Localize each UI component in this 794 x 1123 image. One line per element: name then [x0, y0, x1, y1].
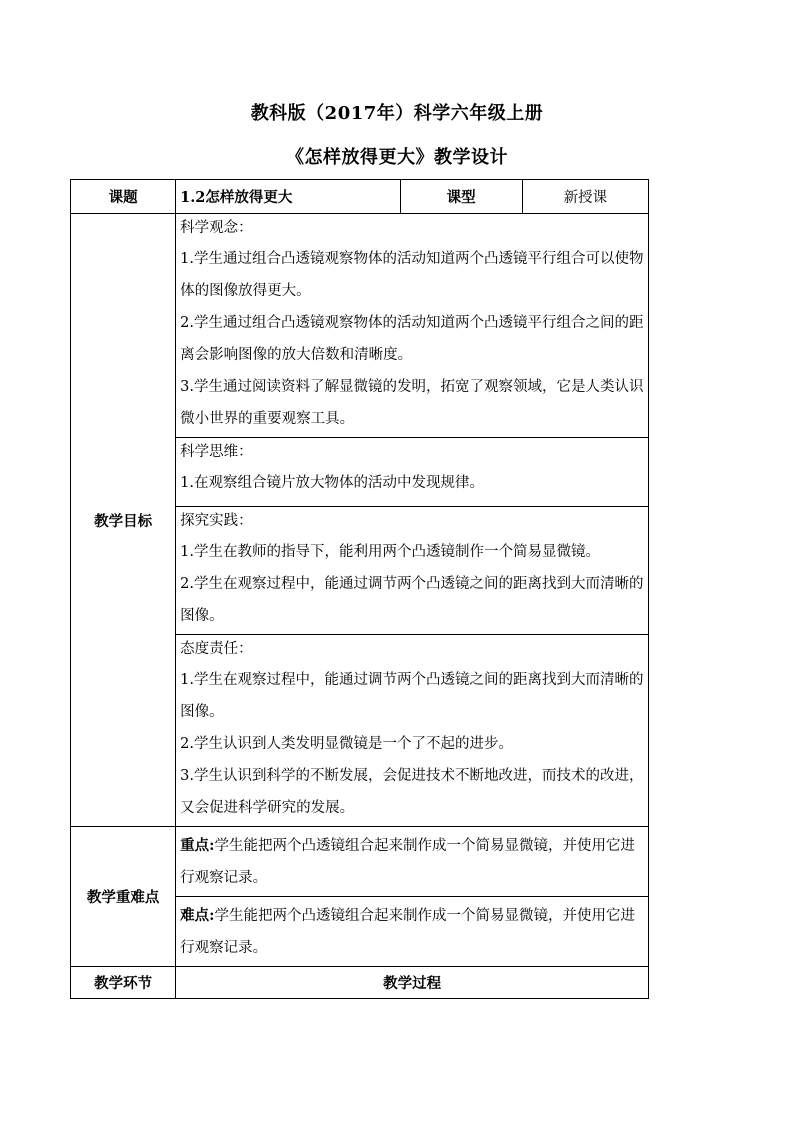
- objective-item: 1.在观察组合镜片放大物体的活动中发现规律。: [180, 475, 485, 491]
- table-row-objectives: [71, 214, 649, 438]
- objectives-section-practice: [176, 507, 649, 635]
- objective-item: 1.学生在教师的指导下，能利用两个凸透镜制作一个简易显微镜。: [180, 544, 601, 560]
- objective-item: 3.学生通过阅读资料了解显微镜的发明，拓宽了观察领域，它是人类认识微小世界的重要观察工具。: [180, 379, 644, 427]
- objective-item: 2.学生在观察过程中，能通过调节两个凸透镜之间的距离找到大而清晰的图像。: [180, 576, 644, 624]
- table-row-key-points: [71, 827, 649, 897]
- objectives-section-concepts: [176, 214, 649, 438]
- document-title: 教科版（2017年）科学六年级上册: [250, 103, 544, 124]
- table-row-footer: [71, 967, 649, 999]
- topic-value: 1.2怎样放得更大: [176, 180, 400, 214]
- teaching-process-label: 教学过程: [176, 967, 649, 999]
- lesson-type-label: 课型: [400, 180, 522, 214]
- focus-label: 重点:: [180, 837, 215, 854]
- objective-item: 2.学生通过组合凸透镜观察物体的活动知道两个凸透镜平行组合之间的距离会影响图像的放大倍数和清晰度。: [180, 315, 644, 363]
- key-points-label: 教学重难点: [71, 827, 176, 967]
- difficulty-text: 学生能把两个凸透镜组合起来制作成一个简易显微镜，并使用它进行观察记录。: [180, 908, 636, 956]
- objective-item: 1.学生通过组合凸透镜观察物体的活动知道两个凸透镜平行组合可以使物体的图像放得更大。: [180, 251, 644, 299]
- section-heading: 科学思维：: [180, 444, 253, 460]
- objective-item: 2.学生认识到人类发明显微镜是一个了不起的进步。: [180, 736, 514, 752]
- document-subtitle: 《怎样放得更大》教学设计: [286, 147, 508, 168]
- lesson-type-value: 新授课: [522, 180, 648, 214]
- objectives-label: 教学目标: [71, 214, 176, 827]
- focus-cell: [176, 827, 649, 897]
- section-heading: 探究实践：: [180, 513, 253, 529]
- focus-text: 学生能把两个凸透镜组合起来制作成一个简易显微镜，并使用它进行观察记录。: [180, 838, 636, 886]
- lesson-plan-table: [70, 179, 649, 999]
- objectives-section-attitude: [176, 635, 649, 827]
- teaching-stage-label: 教学环节: [71, 967, 176, 999]
- difficulty-cell: [176, 897, 649, 967]
- objectives-section-thinking: [176, 438, 649, 507]
- objective-item: 1.学生在观察过程中，能通过调节两个凸透镜之间的距离找到大而清晰的图像。: [180, 672, 644, 720]
- objective-item: 3.学生认识到科学的不断发展，会促进技术不断地改进，而技术的改进，又会促进科学研究的发展。: [180, 768, 644, 816]
- table-row-header: [71, 180, 649, 214]
- section-heading: 科学观念：: [180, 220, 253, 236]
- topic-label: 课题: [71, 180, 176, 214]
- difficulty-label: 难点:: [180, 907, 215, 924]
- section-heading: 态度责任：: [180, 641, 253, 657]
